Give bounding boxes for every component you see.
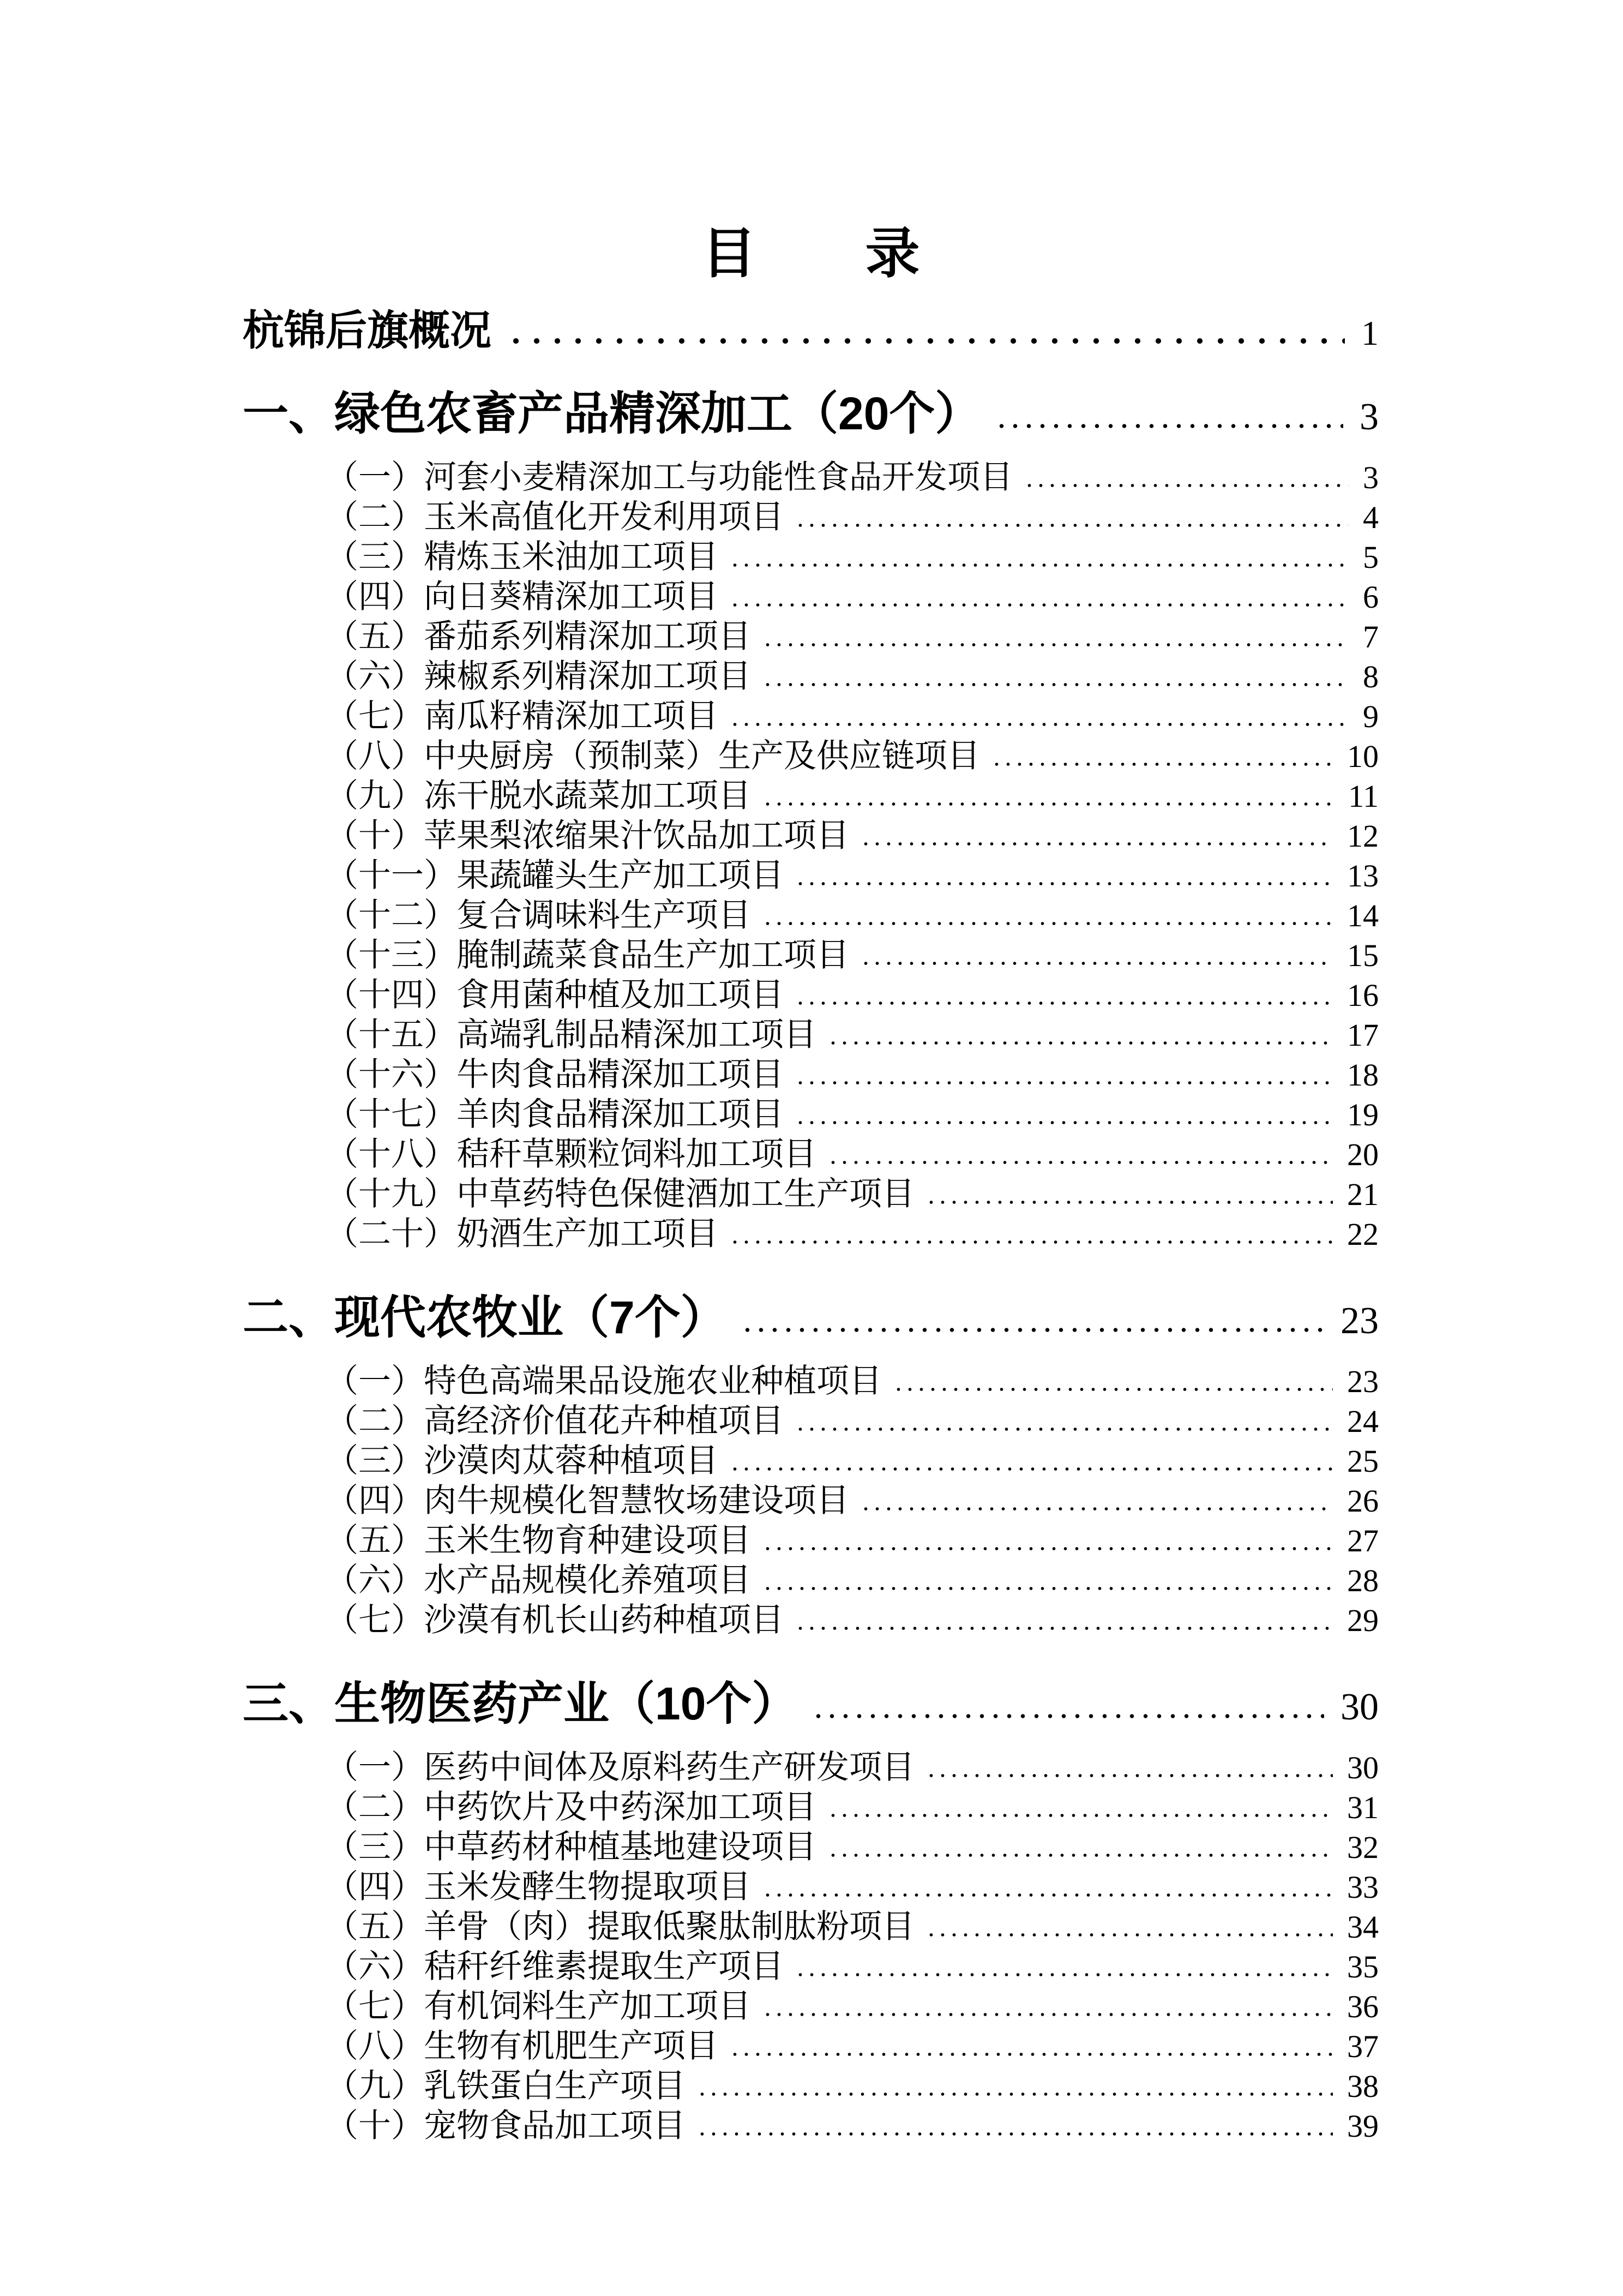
- toc-entry-page-number: 10: [1347, 739, 1379, 774]
- toc-entry: [243, 2027, 1379, 2066]
- toc-entry-page-number: 24: [1347, 1404, 1379, 1439]
- toc-section-items: [243, 1748, 1379, 2146]
- toc-section-label: 三、生物医药产业（10个）: [243, 1678, 798, 1729]
- toc-entry-page-number: 36: [1347, 1989, 1379, 2024]
- toc-entry-label: （六）辣椒系列精深加工项目: [326, 658, 751, 694]
- toc-entry: [243, 1867, 1379, 1907]
- toc-entry-label: （二十）奶酒生产加工项目: [326, 1216, 718, 1252]
- toc-entry: [243, 736, 1379, 776]
- toc-entry: [243, 1055, 1379, 1095]
- toc-entry-label: （五）玉米生物育种建设项目: [326, 1522, 751, 1558]
- toc-entry: [243, 458, 1379, 497]
- toc-entry-label: （十七）羊肉食品精深加工项目: [326, 1096, 784, 1132]
- dot-leader: [762, 1585, 1333, 1591]
- dot-leader: [827, 1852, 1333, 1858]
- dot-leader: [925, 1199, 1333, 1205]
- dot-leader: [696, 2091, 1333, 2097]
- toc-entry-page-number: 27: [1347, 1523, 1379, 1558]
- toc-entry-page-number: 5: [1363, 539, 1379, 575]
- toc-entry-label: （二）高经济价值花卉种植项目: [326, 1403, 784, 1439]
- toc-entry: [243, 1135, 1379, 1174]
- toc-entry-label: （一）特色高端果品设施农业种植项目: [326, 1363, 882, 1399]
- toc-section-items: [243, 1362, 1379, 1640]
- toc-section-label: 二、现代农牧业（7个）: [243, 1292, 726, 1343]
- toc-entry-page-number: 13: [1347, 858, 1379, 894]
- toc-entry-page-number: 35: [1347, 1949, 1379, 1985]
- dot-leader: [795, 1625, 1333, 1631]
- toc-entry-page-number: 26: [1347, 1483, 1379, 1519]
- dot-leader: [860, 960, 1333, 966]
- document-title: 目 录: [701, 223, 920, 284]
- toc-entry: [243, 896, 1379, 936]
- dot-leader: [795, 522, 1349, 528]
- toc-entry-overview: [243, 307, 1379, 358]
- toc-entry-page-number: 31: [1347, 1790, 1379, 1825]
- toc-entry: [243, 1441, 1379, 1481]
- toc-section-heading: [243, 383, 1379, 448]
- toc-entry-label: （二）玉米高值化开发利用项目: [326, 499, 784, 535]
- dot-leader: [827, 1040, 1333, 1046]
- toc-entry-label: （十一）果蔬罐头生产加工项目: [326, 858, 784, 894]
- toc-entry-page-number: 11: [1348, 778, 1379, 814]
- toc-entry: [243, 577, 1379, 617]
- toc-entry-page-number: 29: [1347, 1603, 1379, 1638]
- dot-leader: [762, 1545, 1333, 1551]
- dot-leader: [795, 1119, 1333, 1125]
- dot-leader: [741, 1326, 1324, 1333]
- toc-entry-page-number: 22: [1347, 1216, 1379, 1252]
- dot-leader: [795, 1080, 1333, 1086]
- toc-entry: [243, 1788, 1379, 1827]
- toc-entry: [243, 1748, 1379, 1788]
- toc-section-modern-agriculture: [243, 1287, 1379, 1640]
- toc-entry-page-number: 19: [1347, 1097, 1379, 1132]
- toc-entry: [243, 856, 1379, 896]
- toc-entry-page-number: 12: [1347, 818, 1379, 854]
- toc-section-heading: [243, 1287, 1379, 1352]
- toc-section-label: 一、绿色农畜产品精深加工（20个）: [243, 388, 981, 439]
- toc-entry: [243, 1481, 1379, 1521]
- dot-leader: [860, 841, 1333, 847]
- toc-entry-page-number: 32: [1347, 1830, 1379, 1865]
- dot-leader: [729, 721, 1349, 727]
- toc-entry-label: （十三）腌制蔬菜食品生产加工项目: [326, 937, 849, 973]
- toc-entry: [243, 657, 1379, 697]
- toc-entry: [243, 1947, 1379, 1987]
- toc-entry: [243, 2066, 1379, 2106]
- dot-leader: [762, 801, 1334, 807]
- toc-entry-page-number: 14: [1347, 898, 1379, 933]
- toc-entry: [243, 1174, 1379, 1214]
- toc-entry-page-number: 4: [1363, 500, 1379, 535]
- dot-leader: [812, 1712, 1324, 1719]
- toc-entry-label: （二）中药饮片及中药深加工项目: [326, 1789, 816, 1825]
- dot-leader: [729, 602, 1349, 608]
- toc-entry: [243, 1600, 1379, 1640]
- toc-entry: [243, 936, 1379, 975]
- toc-entry-page-number: 8: [1363, 659, 1379, 694]
- toc-entry-label: （十九）中草药特色保健酒加工生产项目: [326, 1176, 915, 1212]
- toc-entry-label: （四）玉米发酵生物提取项目: [326, 1869, 751, 1905]
- toc-entry-label: （三）中草药材种植基地建设项目: [326, 1829, 816, 1865]
- toc-entry-page-number: 1: [1361, 314, 1379, 352]
- toc-entry-label: （四）向日葵精深加工项目: [326, 579, 718, 615]
- dot-leader: [827, 1812, 1333, 1818]
- toc-entry-page-number: 38: [1347, 2069, 1379, 2104]
- toc-entry: [243, 1907, 1379, 1947]
- toc-entry: [243, 1095, 1379, 1135]
- toc-entry-label: （六）水产品规模化养殖项目: [326, 1562, 751, 1598]
- dot-leader: [729, 1239, 1333, 1245]
- toc-entry-label: 杭锦后旗概况: [243, 308, 491, 354]
- dot-leader: [795, 880, 1333, 886]
- toc-entry-page-number: 3: [1363, 460, 1379, 495]
- toc-entry: [243, 1362, 1379, 1401]
- toc-entry-page-number: 23: [1347, 1364, 1379, 1399]
- dot-leader: [925, 1932, 1333, 1938]
- toc-entry: [243, 975, 1379, 1015]
- dot-leader: [827, 1159, 1333, 1165]
- dot-leader: [893, 1386, 1333, 1392]
- dot-leader: [762, 1892, 1333, 1898]
- toc-entry-page-number: 37: [1347, 2029, 1379, 2064]
- toc-entry: [243, 617, 1379, 657]
- toc-section-page-number: 30: [1341, 1686, 1379, 1728]
- toc-section-biomedicine: [243, 1673, 1379, 2146]
- dot-leader: [795, 1000, 1333, 1006]
- dot-leader: [995, 422, 1343, 429]
- toc-entry-label: （三）沙漠肉苁蓉种植项目: [326, 1443, 718, 1479]
- toc-entry-label: （三）精炼玉米油加工项目: [326, 539, 718, 575]
- toc-entry-page-number: 6: [1363, 579, 1379, 615]
- toc-entry-label: （九）乳铁蛋白生产项目: [326, 2068, 686, 2104]
- toc-entry-page-number: 28: [1347, 1563, 1379, 1598]
- toc-entry: [243, 1827, 1379, 1867]
- dot-leader: [795, 1426, 1333, 1432]
- toc-section-heading: [243, 1673, 1379, 1738]
- toc-entry: [243, 537, 1379, 577]
- dot-leader: [1024, 482, 1349, 488]
- toc-entry-label: （七）沙漠有机长山药种植项目: [326, 1602, 784, 1638]
- toc-entry: [243, 697, 1379, 736]
- toc-entry: [243, 1521, 1379, 1561]
- toc-entry: [243, 1561, 1379, 1600]
- toc-section-green-agri-processing: [243, 383, 1379, 1254]
- toc-entry-page-number: 30: [1347, 1750, 1379, 1785]
- toc-entry-page-number: 7: [1363, 619, 1379, 655]
- toc-entry-label: （五）羊骨（肉）提取低聚肽制肽粉项目: [326, 1909, 915, 1945]
- dot-leader: [729, 1466, 1333, 1472]
- toc-entry-label: （十六）牛肉食品精深加工项目: [326, 1057, 784, 1093]
- dot-leader: [506, 336, 1345, 345]
- toc-entry-label: （六）秸秆纤维素提取生产项目: [326, 1949, 784, 1985]
- dot-leader: [762, 681, 1349, 687]
- toc-entry-page-number: 18: [1347, 1057, 1379, 1093]
- toc-entry: [243, 1015, 1379, 1055]
- dot-leader: [795, 1971, 1333, 1977]
- toc-entry-label: （七）南瓜籽精深加工项目: [326, 698, 718, 734]
- toc-entry-label: （四）肉牛规模化智慧牧场建设项目: [326, 1483, 849, 1519]
- toc-entry-page-number: 15: [1347, 938, 1379, 973]
- toc-entry-page-number: 16: [1347, 978, 1379, 1013]
- toc-entry-label: （七）有机饲料生产加工项目: [326, 1988, 751, 2024]
- toc-entry: [243, 1401, 1379, 1441]
- dot-leader: [925, 1772, 1333, 1778]
- toc-entry-label: （十）宠物食品加工项目: [326, 2108, 686, 2144]
- dot-leader: [860, 1506, 1333, 1512]
- toc-entry-page-number: 34: [1347, 1909, 1379, 1945]
- toc-entry: [243, 1214, 1379, 1254]
- toc-entry-label: （五）番茄系列精深加工项目: [326, 619, 751, 655]
- toc-entry-page-number: 33: [1347, 1869, 1379, 1905]
- toc-entry-label: （九）冻干脱水蔬菜加工项目: [326, 778, 751, 814]
- toc-entry-page-number: 17: [1347, 1017, 1379, 1053]
- toc-entry-page-number: 9: [1363, 699, 1379, 734]
- dot-leader: [991, 761, 1333, 767]
- toc-section-items: [243, 458, 1379, 1254]
- toc-entry-label: （十二）复合调味料生产项目: [326, 897, 751, 933]
- toc-entry-label: （十）苹果梨浓缩果汁饮品加工项目: [326, 818, 849, 854]
- dot-leader: [729, 2051, 1333, 2057]
- toc-entry-page-number: 20: [1347, 1137, 1379, 1172]
- toc-entry-label: （十五）高端乳制品精深加工项目: [326, 1017, 816, 1053]
- toc-section-page-number: 23: [1341, 1300, 1379, 1342]
- toc-entry-label: （八）生物有机肥生产项目: [326, 2028, 718, 2064]
- toc-entry: [243, 497, 1379, 537]
- toc-entry: [243, 776, 1379, 816]
- dot-leader: [762, 920, 1333, 926]
- dot-leader: [729, 562, 1349, 568]
- dot-leader: [696, 2131, 1333, 2137]
- toc-entry-label: （一）医药中间体及原料药生产研发项目: [326, 1749, 915, 1785]
- toc-entry-label: （十八）秸秆草颗粒饲料加工项目: [326, 1136, 816, 1172]
- toc-entry-page-number: 25: [1347, 1443, 1379, 1479]
- toc-entry: [243, 2106, 1379, 2146]
- toc-entry-page-number: 39: [1347, 2108, 1379, 2144]
- toc-entry: [243, 1987, 1379, 2027]
- toc-entry-label: （十四）食用菌种植及加工项目: [326, 977, 784, 1013]
- toc-entry-label: （一）河套小麦精深加工与功能性食品开发项目: [326, 459, 1013, 495]
- toc-entry-page-number: 21: [1347, 1177, 1379, 1212]
- toc-entry-label: （八）中央厨房（预制菜）生产及供应链项目: [326, 738, 980, 774]
- dot-leader: [762, 2011, 1333, 2017]
- dot-leader: [762, 642, 1349, 648]
- toc-section-page-number: 3: [1360, 396, 1379, 438]
- toc-entry: [243, 816, 1379, 856]
